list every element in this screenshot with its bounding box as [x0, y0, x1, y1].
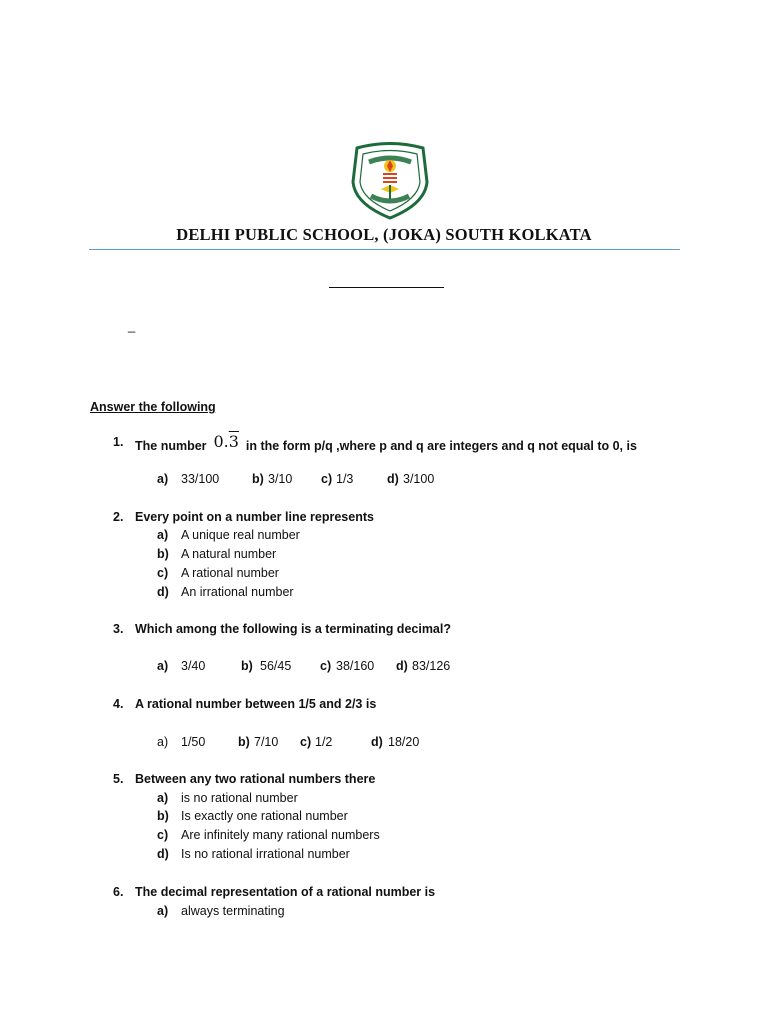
option-label: b) [238, 735, 250, 749]
option-text: 7/10 [254, 735, 279, 749]
option-label: a) [157, 659, 169, 673]
question-text: Between any two rational numbers there [135, 772, 376, 786]
question-number: 1. [113, 435, 124, 449]
option-text: Is exactly one rational number [181, 809, 348, 823]
option-text: 1/3 [336, 472, 354, 486]
question-number: 6. [113, 885, 124, 899]
repeating-digit: 3 [228, 432, 239, 451]
question-text-after: in the form p/q ,where p and q are integers and q not equal to 0, is [245, 439, 637, 453]
option-text: 3/10 [268, 472, 293, 486]
option-text: 1/2 [315, 735, 333, 749]
question-number: 4. [113, 697, 124, 711]
question-text: Every point on a number line represents [135, 510, 374, 524]
option-text: Are infinitely many rational numbers [181, 828, 380, 842]
option-label: d) [396, 659, 408, 673]
option-text: is no rational number [181, 791, 298, 805]
option-text: 3/40 [181, 659, 206, 673]
option-label: c) [321, 472, 333, 486]
option-text: 3/100 [403, 472, 435, 486]
decimal-integer-part: 0. [213, 432, 229, 451]
option-label: a) [157, 904, 169, 918]
option-label: c) [320, 659, 332, 673]
option-label: a) [157, 791, 169, 805]
option-text: A unique real number [181, 528, 300, 542]
option-label: a) [157, 472, 169, 486]
question-text: The decimal representation of a rational number is [135, 885, 436, 899]
option-label: b) [157, 547, 169, 561]
option-text: An irrational number [181, 585, 294, 599]
question-number: 2. [113, 510, 124, 524]
option-label: b) [252, 472, 264, 486]
option-label: c) [157, 828, 169, 842]
option-text: 1/50 [181, 735, 206, 749]
option-label: d) [371, 735, 383, 749]
option-label: c) [300, 735, 312, 749]
option-text: 56/45 [260, 659, 292, 673]
option-label: b) [241, 659, 253, 673]
option-text: 38/160 [336, 659, 375, 673]
blank-title-line [329, 287, 444, 288]
question-text [135, 432, 637, 454]
question-text: Which among the following is a terminating decimal? [135, 622, 451, 636]
option-text: always terminating [181, 904, 285, 918]
option-text: 18/20 [388, 735, 420, 749]
section-heading: Answer the following [90, 400, 216, 414]
question-text: A rational number between 1/5 and 2/3 is [135, 697, 377, 711]
option-text: A natural number [181, 547, 277, 561]
option-label: b) [157, 809, 169, 823]
question-number: 3. [113, 622, 124, 636]
option-label: a) [157, 528, 169, 542]
option-text: Is no rational irrational number [181, 847, 350, 861]
question-text-before: The number [135, 439, 207, 453]
header-divider [89, 249, 680, 250]
option-text: 33/100 [181, 472, 220, 486]
option-label: d) [157, 585, 169, 599]
option-label: c) [157, 566, 169, 580]
option-label: d) [157, 847, 169, 861]
school-crest-logo [347, 142, 433, 220]
stray-dash: _ [128, 318, 136, 333]
school-name-title: DELHI PUBLIC SCHOOL, (JOKA) SOUTH KOLKATA [176, 225, 592, 244]
recurring-decimal [214, 432, 239, 451]
option-text: 83/126 [412, 659, 451, 673]
question-number: 5. [113, 772, 124, 786]
option-label: a) [157, 735, 169, 749]
option-label: d) [387, 472, 399, 486]
option-text: A rational number [181, 566, 279, 580]
